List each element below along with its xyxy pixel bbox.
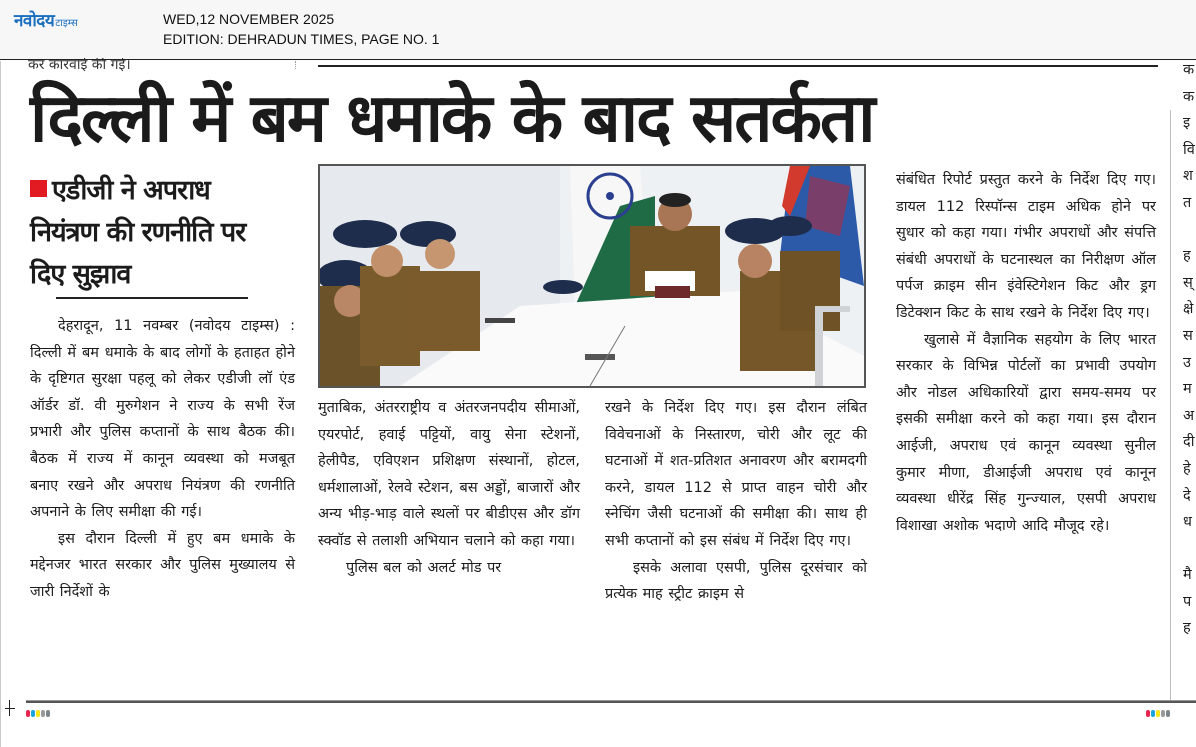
logo-main-text: नवोदय	[14, 11, 55, 31]
paragraph: संबंधित रिपोर्ट प्रस्तुत करने के निर्देश दिए गए। डायल 112 रिस्पॉन्स टाइम अधिक होने पर सुधार को कहा गया। गंभीर अपराधों और संपत्ति संबंधी अपराधों के घटनास्थल का निरीक्षण ऑल पर्पज क्राइम सीन इंवेस्टिगेशन किट और ड्रग डिटेक्शन किट के साथ रखने के निर्देश दिए गए।	[896, 172, 1156, 321]
fragment-line: दे	[1183, 487, 1191, 504]
crop-mark-icon	[5, 700, 15, 716]
fragment-line: क	[1183, 88, 1195, 105]
paragraph: इसके अलावा एसपी, पुलिस दूरसंचार को प्रत्येक माह स्ट्रीट क्राइम से	[605, 559, 867, 603]
fragment-line: म	[1183, 381, 1192, 398]
newspaper-logo[interactable]	[14, 8, 78, 31]
adjacent-article-fragment	[1183, 57, 1196, 642]
edition-meta	[163, 9, 439, 49]
subheadline-rule	[56, 297, 248, 299]
fragment-line	[1183, 536, 1196, 563]
paragraph: इस दौरान दिल्ली में हुए बम धमाके के मद्देनजर भारत सरकार और पुलिस मुख्यालय से जारी निर्देशों के	[30, 530, 295, 600]
color-registration-marks-left	[26, 710, 50, 717]
registration-dot-yellow	[1156, 710, 1160, 717]
column-divider	[1170, 110, 1171, 700]
fragment-line: ह	[1183, 620, 1191, 637]
registration-dot-grey	[41, 710, 45, 717]
fragment-line: प	[1183, 593, 1192, 610]
red-bullet-icon	[30, 180, 47, 197]
edition-header-bar	[0, 0, 1196, 60]
paragraph: मुताबिक, अंतरराष्ट्रीय व अंतरजनपदीय सीमाओं, एयरपोर्ट, हवाई पट्टियों, वायु सेना स्टेशनों, हेलीपैड, एविएशन प्रशिक्षण संस्थानों, होटल, धर्मशालाओं, रेलवे स्टेशन, बस अड्डों, बाजारों और अन्य भीड़-भाड़ वाले स्थलों पर बीडीएस और डॉग स्क्वॉड से तलाशी अभियान चलाने को कहा गया।	[318, 400, 580, 549]
article-subheadline	[30, 170, 260, 296]
fragment-line: हे	[1183, 460, 1191, 477]
logo-sub-text: टाइम्स	[55, 18, 78, 29]
fragment-line: दी	[1183, 434, 1195, 451]
fragment-line: अ	[1183, 407, 1195, 424]
fragment-line: त	[1183, 194, 1192, 211]
fragment-line: इ	[1183, 115, 1191, 132]
fragment-line: ह	[1183, 248, 1191, 265]
fragment-line: मै	[1183, 567, 1192, 584]
page-left-edge	[0, 61, 1, 747]
registration-dot-black	[1166, 710, 1170, 717]
paragraph: पुलिस बल को अलर्ट मोड पर	[346, 559, 502, 576]
fragment-line: क्षे	[1183, 301, 1194, 318]
paragraph: खुलासे में वैज्ञानिक सहयोग के लिए भारत सरकार के विभिन्न पोर्टलों का प्रभावी उपयोग और नोडल अधिकारियों द्वारा समय-समय पर इसकी समीक्षा करने को कहा गया। इस दौरान आईजी, अपराध एवं कानून व्यवस्था सुनील कुमार मीणा, डीआईजी अपराध एवं कानून व्यवस्था धीरेंद्र सिंह गुन्ज्याल, एसपी अपराध विशाखा अशोक भदाणे आदि मौजूद रहे।	[896, 331, 1156, 534]
meeting-photo-illustration	[320, 166, 864, 386]
article-column-1	[30, 313, 295, 606]
registration-dot-magenta	[26, 710, 30, 717]
headline-top-rule	[318, 65, 1158, 67]
paragraph: रखने के निर्देश दिए गए। इस दौरान लंबित विवेचनाओं के निस्तारण, चोरी और लूट की घटनाओं में शत-प्रतिशत अनावरण और बरामदगी करने, डायल 112 से प्राप्त वाहन चोरी और स्नेचिंग जैसी घटनाओं की समीक्षा की। साथ ही सभी कप्तानों को इस संबंध में निर्देश दिए गए।	[605, 400, 867, 549]
subheadline-text: एडीजी ने अपराध नियंत्रण की रणनीति पर दिए सुझाव	[30, 175, 246, 290]
registration-dot-grey	[1161, 710, 1165, 717]
edition-date: WED,12 NOVEMBER 2025	[163, 11, 335, 27]
registration-dot-black	[46, 710, 50, 717]
fold-marker	[295, 61, 297, 69]
fragment-line: स	[1183, 327, 1193, 344]
fragment-line: उ	[1183, 354, 1191, 371]
article-photo[interactable]	[318, 164, 866, 388]
edition-info: EDITION: DEHRADUN TIMES, PAGE NO. 1	[163, 31, 440, 47]
previous-story-tail: कर कारवाई की गई।	[28, 58, 131, 73]
registration-dot-cyan	[1151, 710, 1155, 717]
registration-dot-yellow	[36, 710, 40, 717]
fragment-line: श	[1183, 168, 1193, 185]
registration-dot-cyan	[31, 710, 35, 717]
color-registration-marks-right	[1146, 710, 1170, 717]
article-column-2	[318, 395, 580, 581]
fragment-line: ध	[1183, 514, 1192, 531]
paragraph: देहरादून, 11 नवम्बर (नवोदय टाइम्स) : दिल्ली में बम धमाके के बाद लोगों के हताहत होने के दृष्टिगत सुरक्षा पहलू को लेकर एडीजी लॉ एंड ऑर्डर डॉ. वी मुरुगेशन ने राज्य के सभी रेंज प्रभारी और पुलिस कप्तानों के साथ बैठक की। बैठक में राज्य में कानून व्यवस्था को मजबूत बनाए रखने और अपराध नियंत्रण की रणनीति अपनाने के लिए समीक्षा की गई।	[30, 318, 295, 521]
registration-dot-magenta	[1146, 710, 1150, 717]
article-headline: दिल्ली में बम धमाके के बाद सतर्कता	[30, 79, 874, 157]
fragment-line: स्	[1183, 274, 1193, 291]
page-bottom-rule	[26, 700, 1196, 703]
article-column-3	[605, 395, 867, 608]
article-column-4	[896, 167, 1156, 539]
fragment-line	[1183, 217, 1196, 244]
fragment-line: क	[1183, 62, 1195, 78]
fragment-line: वि	[1183, 141, 1195, 158]
